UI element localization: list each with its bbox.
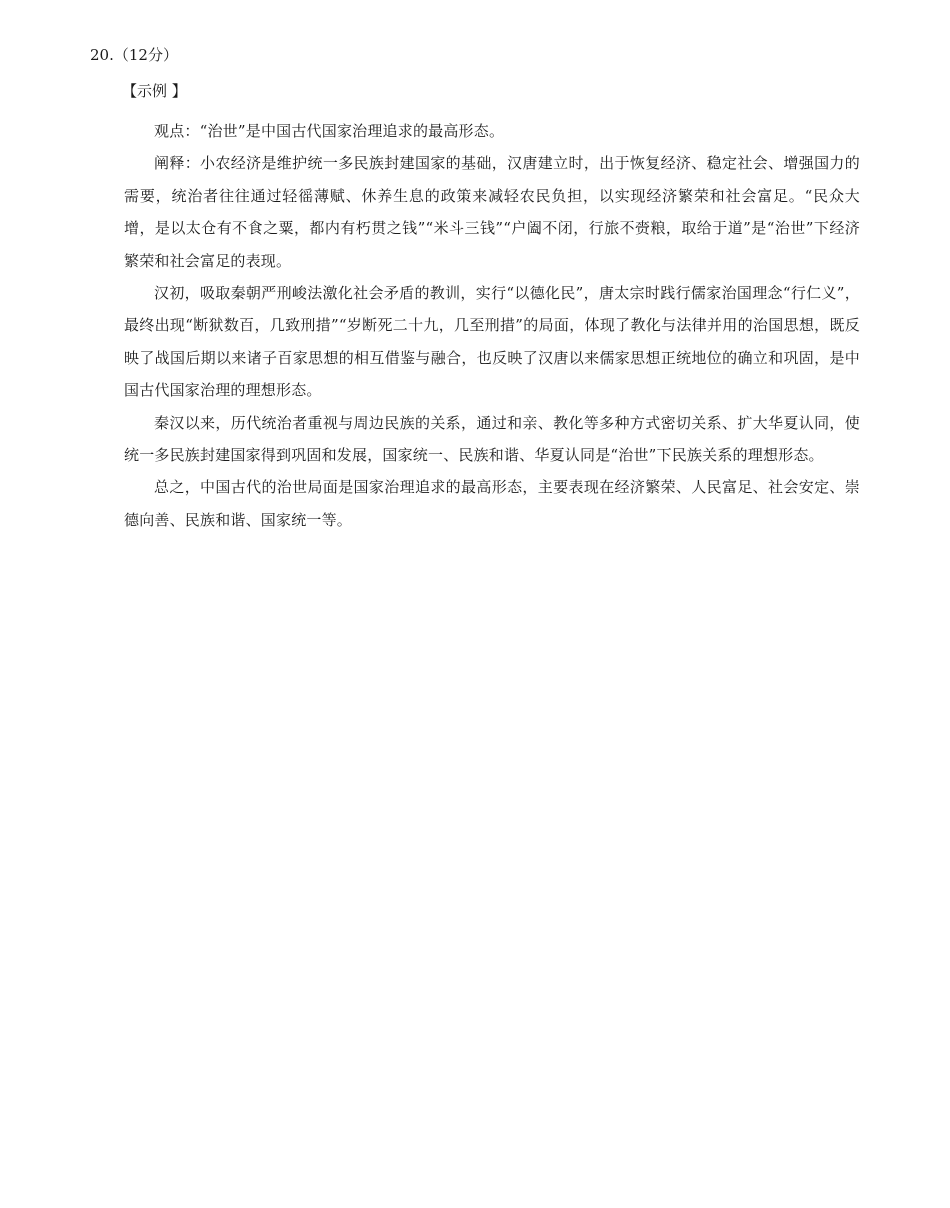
paragraph-viewpoint: 观点：“治世”是中国古代国家治理追求的最高形态。: [154, 122, 505, 140]
question-number: 20.（12分）: [90, 46, 178, 64]
paragraph-economy: 阐释：小农经济是维护统一多民族封建国家的基础，汉唐建立时，出于恢复经济、稳定社会、增强国力的需要，统治者往往通过轻徭薄赋、休养生息的政策来减轻农民负担，以实现经济繁荣和社会富足。“民众大增，是以太仓有不食之粟，都内有朽贯之钱”“米斗三钱”“户阖不闭，行旅不赍粮，取给于道”是“治世”下经济繁荣和社会富足的表现。: [124, 154, 860, 270]
paragraph-ethnic-relations: 秦汉以来，历代统治者重视与周边民族的关系，通过和亲、教化等多种方式密切关系、扩大华夏认同，使统一多民族封建国家得到巩固和发展，国家统一、民族和谐、华夏认同是“治世”下民族关系的理想形态。: [124, 413, 860, 465]
paragraph-conclusion: 总之，中国古代的治世局面是国家治理追求的最高形态，主要表现在经济繁荣、人民富足、社会安定、崇德向善、民族和谐、国家统一等。: [124, 478, 860, 529]
answer-body: [124, 115, 860, 536]
paragraph-governance: 汉初，吸取秦朝严刑峻法激化社会矛盾的教训，实行“以德化民”，唐太宗时践行儒家治国理念“行仁义”，最终出现“断狱数百，几致刑措”“岁断死二十九，几至刑措”的局面，体现了教化与法律并用的治国思想，既反映了战国后期以来诸子百家思想的相互借鉴与融合，也反映了汉唐以来儒家思想正统地位的确立和巩固，是中国古代国家治理的理想形态。: [124, 284, 860, 400]
example-tag: 【示例 】: [122, 82, 187, 100]
